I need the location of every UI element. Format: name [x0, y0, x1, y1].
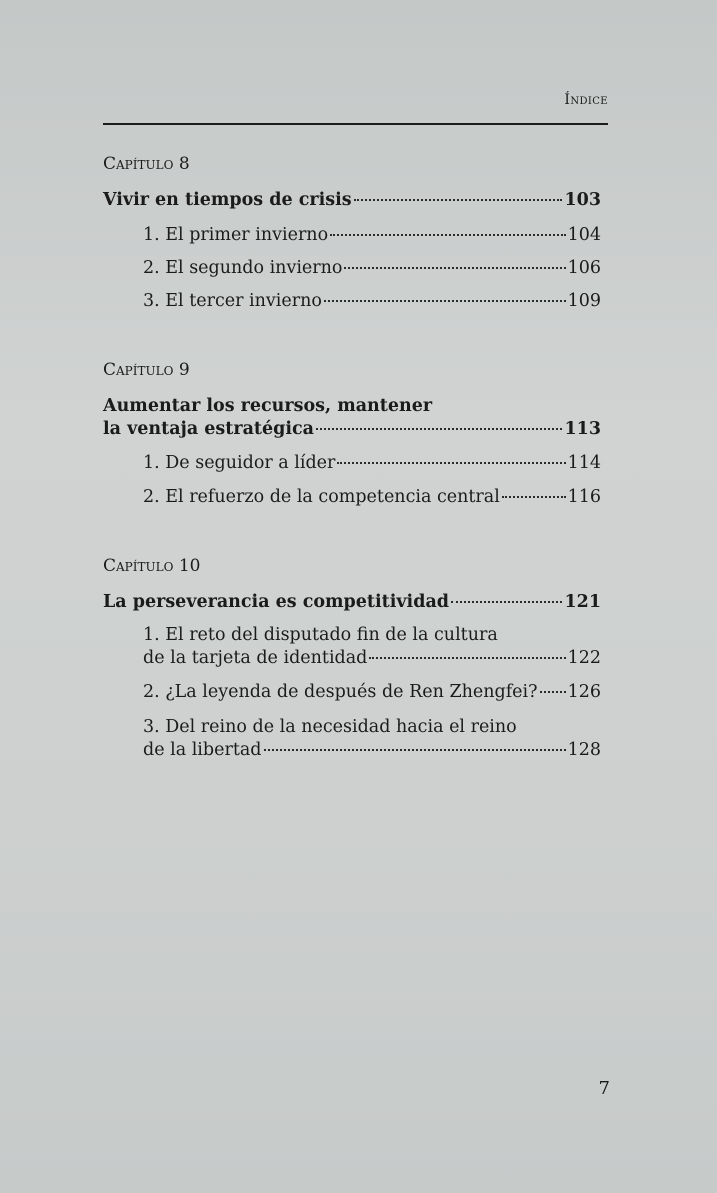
- entry-title: 2. El segundo invierno: [143, 258, 343, 278]
- entry-title-line1: 1. El reto del disputado fin de la cultura: [143, 625, 498, 645]
- entry-title: 1. De seguidor a líder: [143, 453, 336, 473]
- toc-entry-section[interactable]: [143, 681, 601, 704]
- entry-title: La perseverancia es competitividad: [103, 592, 450, 612]
- entry-title: 1. El primer invierno: [143, 225, 329, 245]
- entry-title: de la tarjeta de identidad: [143, 648, 368, 668]
- entry-page-number: 114: [567, 453, 601, 473]
- entry-page-number: 121: [564, 592, 601, 612]
- toc-entry-chapter[interactable]: [103, 591, 601, 614]
- entry-page-number: 106: [567, 258, 601, 278]
- entry-title: 2. El refuerzo de la competencia central: [143, 487, 500, 507]
- header-rule: [103, 123, 608, 125]
- dot-leader: [354, 199, 563, 201]
- entry-title-line1: 3. Del reino de la necesidad hacia el reino: [143, 717, 517, 737]
- dot-leader: [502, 496, 566, 498]
- dot-leader: [324, 300, 566, 302]
- entry-page-number: 113: [564, 419, 601, 439]
- dot-leader: [316, 428, 562, 430]
- entry-title: la ventaja estratégica: [103, 419, 315, 439]
- entry-title-line1: Aumentar los recursos, mantener: [103, 396, 433, 416]
- toc-entry-section[interactable]: [143, 257, 601, 280]
- dot-leader: [264, 749, 566, 751]
- running-head: Índice: [564, 92, 608, 108]
- dot-leader: [369, 657, 565, 659]
- entry-page-number: 122: [567, 648, 601, 668]
- toc-entry-chapter[interactable]: [103, 189, 601, 212]
- dot-leader: [540, 691, 566, 693]
- chapter-heading: Capítulo 9: [103, 360, 190, 380]
- entry-page-number: 103: [564, 190, 601, 210]
- entry-title: Vivir en tiempos de crisis: [103, 190, 352, 210]
- toc-entry-section[interactable]: [143, 624, 601, 670]
- toc-entry-chapter[interactable]: [103, 395, 601, 441]
- entry-page-number: 109: [567, 291, 601, 311]
- entry-title: 2. ¿La leyenda de después de Ren Zhengfei?: [143, 682, 538, 702]
- entry-title: 3. El tercer invierno: [143, 291, 322, 311]
- dot-leader: [451, 601, 562, 603]
- toc-entry-section[interactable]: [143, 716, 601, 762]
- chapter-heading: Capítulo 10: [103, 556, 201, 576]
- chapter-heading: Capítulo 8: [103, 154, 190, 174]
- entry-page-number: 128: [567, 740, 601, 760]
- toc-entry-section[interactable]: [143, 290, 601, 313]
- dot-leader: [330, 234, 565, 236]
- entry-page-number: 126: [567, 682, 601, 702]
- page-number: 7: [598, 1078, 610, 1099]
- dot-leader: [337, 462, 565, 464]
- entry-page-number: 104: [567, 225, 601, 245]
- entry-page-number: 116: [567, 487, 601, 507]
- toc-entry-section[interactable]: [143, 224, 601, 247]
- entry-title: de la libertad: [143, 740, 262, 760]
- dot-leader: [344, 267, 565, 269]
- toc-entry-section[interactable]: [143, 486, 601, 509]
- toc-entry-section[interactable]: [143, 452, 601, 475]
